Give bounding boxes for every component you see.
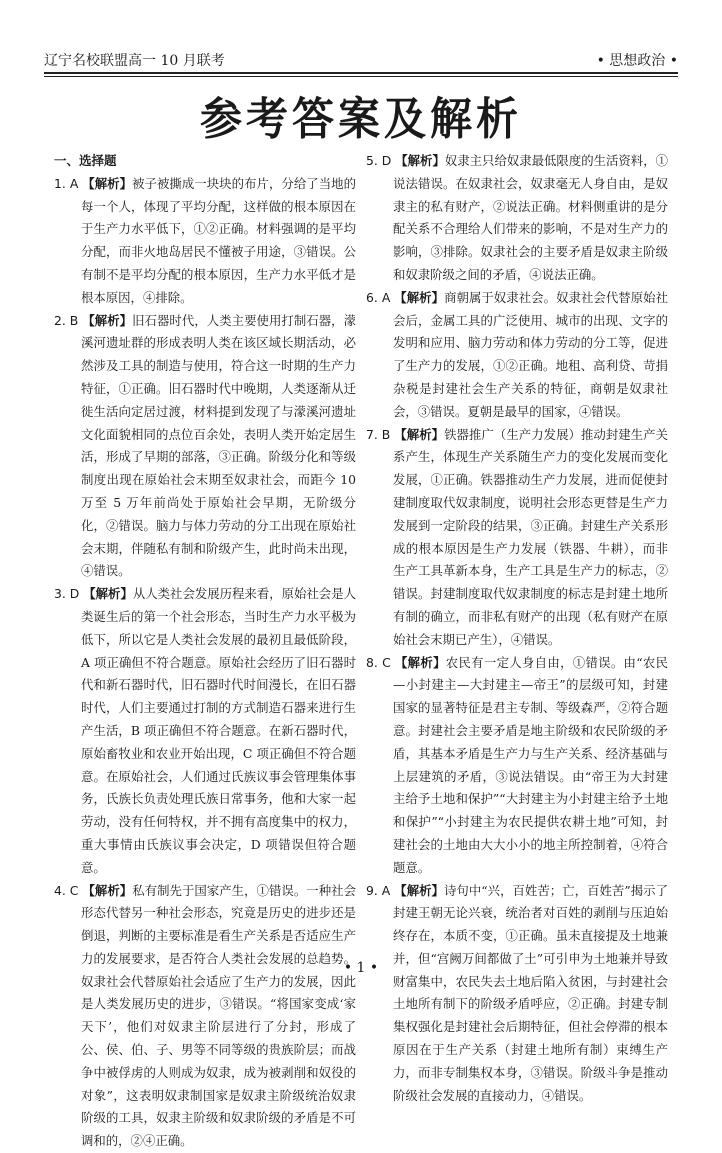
header-rule [44,72,678,74]
analysis-tag: 【解析】 [83,586,133,601]
answer-item [366,880,668,1108]
answer-item [366,424,668,652]
analysis-tag: 【解析】 [82,313,132,328]
answer-item [366,287,668,424]
header-rule-thin [44,76,678,77]
answer-text: 被子被撕成一块块的布片，分给了当地的每一个人，体现了平均分配，这样做的根本原因在于生产力水平低下，①②正确。材料强调的是平均分配，而非火地岛居民不懂被子用途，③错误。公有制不是平均分配的根本原因，生产力水平低才是根本原因，④排除。 [81,176,356,305]
answer-text: 旧石器时代，人类主要使用打制石器，濛溪河遗址群的形成表明人类在该区域长期活动，必然涉及工具的制造与使用，符合这一时期的生产力特征，①正确。旧石器时代中晚期，人类逐渐从迁徙生活向定居过渡，材料提到发现了与濛溪河遗址文化面貌相同的点位百余处，表明人类开始定居生活，形成了早期的部落，③正确。阶级分化和等级制度出现在原始社会末期至奴隶社会，而距今 10 万至 5 万年前尚处于原始社会早期，无阶级分化，②错误。脑力与体力劳动的分工出现在原始社会末期，伴随私有制和阶级产生，此时尚未出现，④错误。 [81,313,356,579]
answer-text: 从人类社会发展历程来看，原始社会是人类诞生后的第一个社会形态，当时生产力水平极为低下，所以它是人类社会发展的最初且最低阶段，A 项正确但不符合题意。原始社会经历了旧石器时代和新石器时代，旧石器时代时间漫长，在旧石器时代，人们主要通过打制的方式制造石器来进行生产生活，B 项正确但不符合题意。在新石器时代，原始畜牧业和农业开始出现，C 项正确但不符合题意。在原始社会，人们通过氏族议事会管理集体事务，氏族长负责处理氏族日常事务，他和大家一起劳动，没有任何特权，并不拥有高度集中的权力，重大事情由氏族议事会决定，D 项错误但符合题意。 [81,586,356,875]
analysis-tag: 【解析】 [395,655,446,670]
answer-item [54,880,356,1153]
answer-text: 农民有一定人身自由，①错误。由“农民—小封建主—大封建主—帝王”的层级可知，封建国家的显著特征是君主专制、等级森严，②符合题意。封建社会主要矛盾是地主阶级和农民阶级的矛盾，其基本矛盾是生产力与生产关系、经济基础与上层建筑的矛盾，③说法错误。由“帝王为大封建主给予土地和保护”“大封建主为小封建主给予土地和保护”“小封建主为农民提供农耕土地”可知，封建社会的土地由大大小小的地主所控制着，④符合题意。 [393,655,668,875]
analysis-tag: 【解析】 [82,176,132,191]
answer-text: 商朝属于奴隶社会。奴隶社会代替原始社会后，金属工具的广泛使用、城市的出现、文字的发明和应用、脑力劳动和体力劳动的分工等，促进了生产力的发展，①②正确。地租、高利贷、苛捐杂税是封建社会生产关系的特征，商朝是奴隶社会，③错误。夏朝是最早的国家，④错误。 [393,290,668,419]
analysis-tag: 【解析】 [394,883,444,898]
answer-number: 8. C [366,655,391,670]
answer-item [54,583,356,879]
answer-text: 诗句中“兴，百姓苦；亡，百姓苦”揭示了封建王朝无论兴衰，统治者对百姓的剥削与压迫始终存在，本质不变，①正确。虽未直接提及土地兼并，但“宫阙万间都做了土”可引申为土地兼并导致财富集中，农民失去土地后陷入贫困，与封建社会土地所有制下的阶级矛盾呼应，②正确。封建专制集权强化是封建社会后期特征，但社会停滞的根本原因在于生产关系（封建土地所有制）束缚生产力，而非专制集权本身，③错误。阶级斗争是推动阶级社会发展的直接动力，④错误。 [393,883,668,1103]
analysis-tag: 【解析】 [82,883,132,898]
answer-number: 4. C [54,883,78,898]
section-title: 一、选择题 [54,150,356,173]
answer-number: 7. B [366,427,390,442]
answer-number: 3. D [54,586,79,601]
answer-item [54,310,356,584]
page-header [44,44,678,70]
answer-item [366,652,668,880]
page-number: • 1 • [0,960,722,976]
answer-number: 1. A [54,176,78,191]
subject-name: • 思想政治 • [597,50,678,70]
answer-text: 铁器推广（生产力发展）推动封建生产关系产生，体现生产关系随生产力的变化发展而变化发展，①正确。铁器推动生产力发展，进而促使封建制度取代奴隶制度，说明社会形态更替是生产力发展到一定阶段的结果，③正确。封建生产关系形成的根本原因是生产力发展（铁器、牛耕），而非生产工具革新本身，生产工具是生产力的标志，②错误。封建制度取代奴隶制度的标志是封建土地所有制的确立，而非私有财产的出现（私有财产在原始社会末期已产生），④错误。 [393,427,668,647]
page-title: 参考答案及解析 [0,84,722,148]
answer-item [54,173,356,310]
analysis-tag: 【解析】 [394,290,444,305]
answer-text: 奴隶主只给奴隶最低限度的生活资料，①说法错误。在奴隶社会，奴隶毫无人身自由，是奴隶主的私有财产，②说法正确。材料侧重讲的是分配关系不合理给人们带来的影响，不是对生产力的影响，③排除。奴隶社会的主要矛盾是奴隶主阶级和奴隶阶级之间的矛盾，④说法正确。 [393,153,668,282]
analysis-tag: 【解析】 [394,427,444,442]
answer-number: 2. B [54,313,78,328]
left-column [54,150,356,1153]
answer-item [366,150,668,287]
answer-number: 6. A [366,290,390,305]
answer-number: 5. D [366,153,391,168]
analysis-tag: 【解析】 [395,153,445,168]
answer-text: 私有制先于国家产生，①错误。一种社会形态代替另一种社会形态，究竟是历史的进步还是倒退，判断的主要标准是看生产关系是否适应生产力的发展要求，是否符合人类社会发展的总趋势。奴隶社会代替原始社会适应了生产力的发展，因此是人类发展历史的进步，③错误。“将国家变成‘家天下’，他们对奴隶主阶层进行了分封，形成了公、侯、伯、子、男等不同等级的贵族阶层；而战争中被俘虏的人则成为奴隶，成为被剥削和奴役的对象”，这表明奴隶制国家是奴隶主阶级统治奴隶阶级的工具，奴隶主阶级和奴隶阶级的矛盾是不可调和的，②④正确。 [81,883,356,1149]
exam-name: 辽宁名校联盟高一 10 月联考 [44,50,225,70]
answer-number: 9. A [366,883,390,898]
